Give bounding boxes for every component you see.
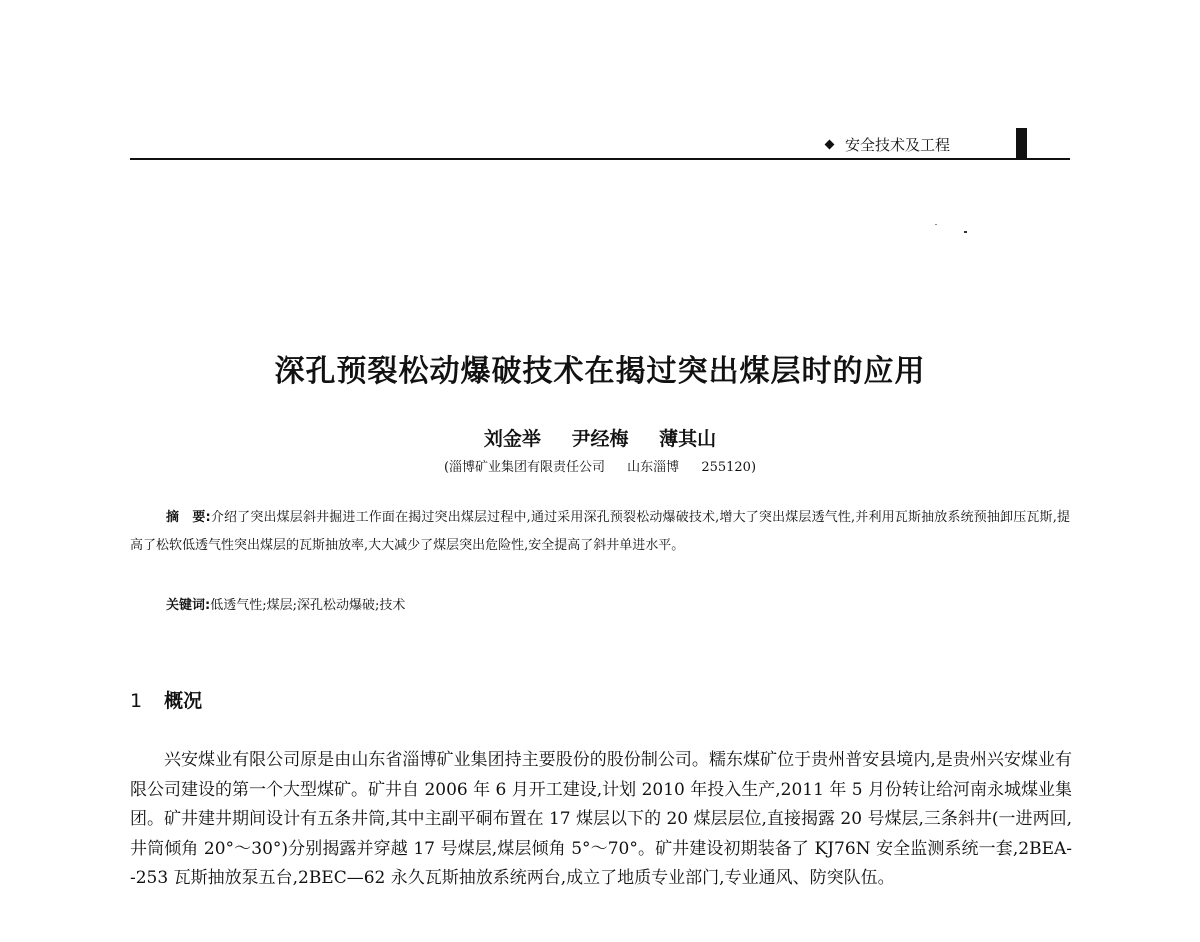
affiliation-organization: (淄博矿业集团有限责任公司 (443, 460, 606, 475)
section-number: 1 (130, 690, 143, 712)
section-heading (130, 686, 202, 713)
abstract-text: 介绍了突出煤层斜井掘进工作面在揭过突出煤层过程中,通过采用深孔预裂松动爆破技术,增大了突出煤层透气性,并利用瓦斯抽放系统预抽卸压瓦斯,提高了松软低透气性突出煤层的瓦斯抽放率,大大减少了煤层突出危险性,安全提高了斜井单进水平。 (130, 510, 1071, 553)
affiliation (0, 456, 1200, 475)
body-paragraph: 兴安煤业有限公司原是由山东省淄博矿业集团持主要股份的股份制公司。糯东煤矿位于贵州普安县境内,是贵州兴安煤业有限公司建设的第一个大型煤矿。矿井自 2006 年 6 月开工建设,计划 2010 年投入生产,2011 年 5 月份转让给河南永城煤业集团。矿井建井期间设计有五条井筒,其中主副平硐布置在 17 煤层以下的 20 煤层层位,直接揭露 20 号煤层,三条斜井(一进两回,井筒倾角 20°～30°)分别揭露并穿越 17 号煤层,煤层倾角 5°～70°。矿井建设初期装备了 KJ76N 安全监测系统一套,2BEA--253 瓦斯抽放泵五台,2BEC—62 永久瓦斯抽放系统两台,成立了地质专业部门,专业通风、防突队伍。 (130, 750, 1072, 889)
diamond-bullet-icon (825, 140, 835, 150)
scan-speck (935, 224, 937, 225)
section-label: 安全技术及工程 (845, 136, 951, 154)
author-name: 刘金举 (483, 428, 541, 450)
header-rule (130, 158, 1070, 160)
running-head (826, 134, 950, 155)
abstract (130, 504, 1070, 560)
article-title: 深孔预裂松动爆破技术在揭过突出煤层时的应用 (274, 354, 926, 389)
scan-speck (964, 231, 967, 233)
section-title: 概况 (164, 690, 203, 712)
keywords (166, 592, 1066, 620)
affiliation-postcode: 255120) (701, 460, 757, 475)
keywords-text: 低透气性;煤层;深孔松动爆破;技术 (210, 598, 406, 613)
author-list (0, 424, 1200, 451)
abstract-label: 摘 要: (166, 510, 211, 525)
affiliation-location: 山东淄博 (627, 460, 680, 475)
keywords-label: 关键词: (166, 598, 211, 613)
author-name: 薄其山 (659, 428, 717, 450)
header-bar-mark (1016, 128, 1027, 158)
author-name: 尹经梅 (571, 428, 629, 450)
